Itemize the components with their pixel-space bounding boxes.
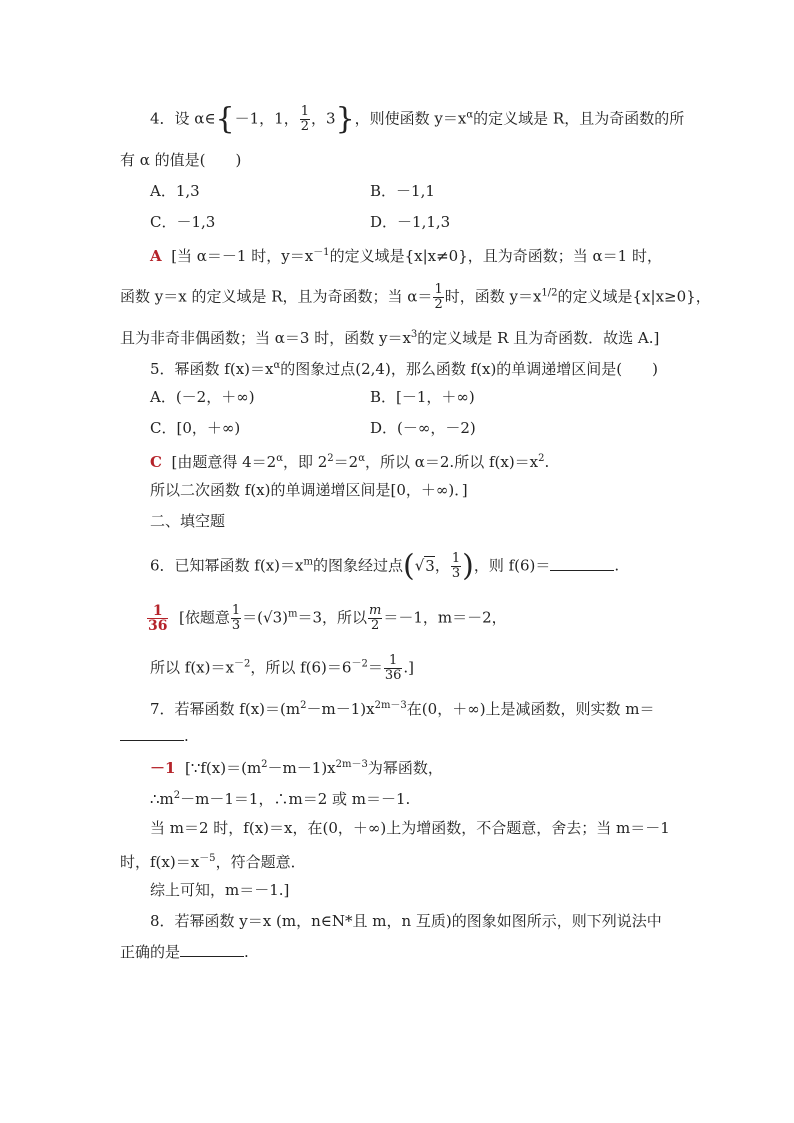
- q4-stem-line2: [120, 150, 241, 170]
- q4-exp2-frac-den: 2: [434, 297, 443, 312]
- q6-exp2-sup: －2: [233, 658, 251, 670]
- q6-exp2-d: .]: [403, 658, 415, 677]
- q6-explanation-line2: [150, 654, 414, 683]
- q6-exp1-a: [依题意: [179, 608, 230, 627]
- q7-exp3: 当 m＝2 时，f(x)＝x，在(0，＋∞)上为增函数，不合题意，舍去；当 m＝－1: [150, 819, 670, 837]
- q6-exp2-frac-num: 1: [384, 654, 403, 669]
- q7-exp1-sup2: 2m－3: [335, 759, 368, 770]
- q4-stem-line1: [150, 101, 685, 137]
- q6-exp1-c: ＝3，所以: [297, 608, 368, 627]
- q6-point-frac-den: 3: [451, 566, 461, 581]
- q4-stem-line2-text: 有 α 的值是( ): [120, 151, 242, 169]
- brace-open: {: [215, 101, 235, 137]
- q6-stem-c: ，则 f(6)＝: [473, 556, 551, 575]
- q8-stem-end: .: [244, 943, 249, 961]
- paren-close: ): [462, 548, 474, 584]
- q6-answer: [147, 604, 168, 633]
- q5-exp1-b: ，即 2: [282, 453, 328, 471]
- q4-stem-c: 的定义域是 R，且为奇函数的所: [473, 109, 685, 128]
- q4-exp2-frac: [433, 283, 443, 312]
- q7-stem-a: 7．若幂函数 f(x)＝(m: [150, 700, 301, 718]
- q5-exp1-d: ，所以 α＝2.所以 f(x)＝x: [364, 453, 539, 471]
- q4-explanation-line1: [150, 243, 662, 266]
- q5-exp1-e: .: [544, 453, 550, 471]
- q7-stem-b: －m－1)x: [306, 700, 375, 718]
- q4-option-d: [370, 212, 450, 232]
- q4-option-b-text: B．－1,1: [370, 182, 435, 200]
- q4-exp1-b: 的定义域是{x|x≠0}，且为奇函数；当 α＝1 时，: [329, 247, 662, 265]
- q6-point-frac-num: 1: [451, 551, 461, 566]
- q6-exp1-mfrac-num: m: [369, 603, 382, 618]
- q6-exp1-mfrac: [368, 604, 382, 633]
- q7-exp1-c: 为幂函数，: [367, 759, 443, 777]
- q7-exp1-sup1: 2: [261, 759, 268, 770]
- q6-answer-den: 36: [148, 618, 168, 634]
- q6-exp1-frac-den: 3: [231, 618, 241, 633]
- q5-option-d-text: D．(－∞，－2): [370, 419, 476, 437]
- q7-explanation-line5: [150, 880, 289, 900]
- q5-stem: [150, 356, 658, 379]
- q7-explanation-line3: [150, 818, 670, 838]
- q7-exp4-a: 时，f(x)＝x: [120, 853, 200, 871]
- q4-explanation-line3: [120, 325, 659, 348]
- q6-exp2-frac: [384, 654, 403, 683]
- q6-exp1-mfrac-den: 2: [371, 618, 380, 633]
- q7-stem-line2: [120, 726, 189, 746]
- q5-stem-a: 5．幂函数 f(x)＝x: [150, 360, 274, 378]
- q6-answer-num: 1: [147, 604, 168, 619]
- section-heading: [150, 511, 225, 531]
- q7-stem-sup1: 2: [300, 700, 307, 711]
- q7-stem-line1: [150, 696, 655, 719]
- q4-set-items: －1，1，: [234, 109, 299, 128]
- q4-exp3-a: 且为非奇非偶函数；当 α＝3 时，函数 y＝x: [120, 329, 411, 347]
- q4-explanation-line2: [120, 283, 711, 312]
- q4-option-c: [150, 212, 215, 232]
- q4-exp3-b: 的定义域是 R 且为奇函数．故选 A.]: [417, 329, 660, 347]
- q7-stem-sup2: 2m－3: [374, 700, 407, 711]
- q7-blank[interactable]: [120, 726, 184, 741]
- q5-stem-sup: α: [273, 360, 281, 371]
- q5-exp1-sup4: 2: [538, 453, 545, 464]
- q4-option-a-text: A．1,3: [150, 182, 200, 200]
- q6-exp2-b: ，所以 f(6)＝6: [250, 658, 352, 677]
- q7-stem-end: .: [184, 727, 189, 745]
- q4-exp3-sup: 3: [410, 329, 418, 340]
- q5-option-a-text: A．(－2，＋∞): [150, 388, 255, 406]
- q6-exp1-b: ＝(√3): [242, 608, 288, 627]
- brace-close: }: [335, 101, 355, 137]
- q4-exp2-sup: 1/2: [541, 287, 558, 299]
- q5-option-c: [150, 418, 240, 438]
- q4-set-tail: ，3: [311, 109, 336, 128]
- q6-exp2-sup2: －2: [351, 658, 368, 670]
- q6-exp2-frac-den: 36: [384, 668, 402, 683]
- paren-open: (: [403, 548, 415, 584]
- q6-exp2-a: 所以 f(x)＝x: [150, 658, 234, 677]
- q5-option-d: [370, 418, 476, 438]
- q8-stem-a: 8．若幂函数 y＝x (m，n∈N*且 m，n 互质)的图象如图所示，则下列说法中: [150, 912, 662, 930]
- q5-option-a: [150, 387, 255, 407]
- q8-stem-line1: [150, 911, 662, 931]
- q7-explanation-line1: [150, 755, 443, 778]
- q6-exp2-c: ＝: [367, 658, 383, 677]
- q5-exp1-sup2: 2: [327, 453, 334, 464]
- q4-exp2-b: 时，函数 y＝x: [444, 287, 542, 306]
- section-heading-text: 二、填空题: [150, 512, 226, 530]
- q4-exp2-a: 函数 y＝x 的定义域是 R，且为奇函数；当 α＝: [120, 287, 433, 306]
- q4-exp2-frac-num: 1: [434, 282, 443, 297]
- q6-stem-d: .: [614, 556, 620, 575]
- q4-set-half: [300, 105, 310, 134]
- q5-exp1-c: ＝2: [333, 453, 359, 471]
- q4-exp1-a: [当 α＝－1 时，y＝x: [171, 247, 314, 265]
- q7-answer: －1: [150, 759, 176, 777]
- q7-exp2-b: －m－1＝1，∴m＝2 或 m＝－1.: [180, 790, 411, 808]
- q6-exp1-d: ＝－1，m＝－2，: [383, 608, 507, 627]
- q7-explanation-line2: [150, 786, 410, 809]
- q4-stem-b: ，则使函数 y＝x: [354, 109, 467, 128]
- q4-exp1-sup: －1: [313, 247, 330, 258]
- q7-exp1-a: [∵f(x)＝(m: [184, 759, 262, 777]
- q6-exp1-frac-num: 1: [231, 603, 241, 618]
- q4-half-num: 1: [300, 104, 310, 119]
- q4-stem-text: 4．设 α∈: [150, 109, 216, 128]
- q8-stem-b: 正确的是: [120, 943, 181, 961]
- q7-stem-c: 在(0，＋∞)上是减函数，则实数 m＝: [406, 700, 655, 718]
- q7-exp5: 综上可知，m＝－1.]: [150, 881, 290, 899]
- q6-point-root: 3: [425, 556, 435, 575]
- q4-option-d-text: D．－1,1,3: [370, 213, 451, 231]
- q5-stem-b: 的图象过点(2,4)，那么函数 f(x)的单调递增区间是( ): [280, 360, 659, 378]
- q6-stem-sup: m: [303, 556, 313, 568]
- q7-exp2-a: ∴m: [150, 790, 174, 808]
- q5-explanation-line2: [150, 480, 468, 500]
- q6-blank[interactable]: [550, 556, 614, 571]
- q5-option-b-text: B．[－1，＋∞): [370, 388, 475, 406]
- q7-explanation-line4: [120, 849, 306, 872]
- q6-explanation-line1: [146, 604, 507, 633]
- q5-exp2: 所以二次函数 f(x)的单调递增区间是[0，＋∞)．]: [150, 481, 468, 499]
- q6-point-frac: [451, 552, 461, 581]
- q4-option-c-text: C．－1,3: [150, 213, 216, 231]
- q4-answer: A: [150, 247, 162, 265]
- q6-exp1-frac: [231, 604, 241, 633]
- q4-half-den: 2: [300, 119, 310, 134]
- q8-stem-line2: [120, 942, 249, 962]
- q5-exp1-a: [由题意得 4＝2: [171, 453, 277, 471]
- q4-option-a: [150, 181, 200, 201]
- q7-exp4-sup: －5: [199, 853, 216, 864]
- q7-exp1-b: －m－1)x: [267, 759, 336, 777]
- q6-exp1-sup: m: [287, 608, 298, 620]
- q5-option-b: [370, 387, 475, 407]
- q6-stem: 6．已知幂函数 $f(x)=x^m$的图象经过点(√3， $\frac{1}{3}$ )，则 f(6)＝ .: [150, 548, 620, 584]
- q5-exp1-sup1: α: [276, 453, 283, 464]
- q4-exp2-c: 的定义域是{x|x≥0}，: [557, 287, 711, 306]
- q5-option-c-text: C．[0，＋∞): [150, 419, 241, 437]
- q6-stem-b: 的图象经过点: [312, 556, 403, 575]
- q5-explanation-line1: [150, 449, 549, 472]
- q4-stem-sup: α: [466, 109, 474, 121]
- q5-exp1-sup3: α: [358, 453, 365, 464]
- q5-answer: C: [150, 453, 162, 471]
- q7-exp4-b: ，符合题意．: [215, 853, 306, 871]
- q6-stem-a: 6．已知幂函数 f(x)＝x: [150, 556, 304, 575]
- q4-option-b: [370, 181, 435, 201]
- q7-exp2-sup: 2: [173, 790, 181, 801]
- q8-blank[interactable]: [180, 942, 244, 957]
